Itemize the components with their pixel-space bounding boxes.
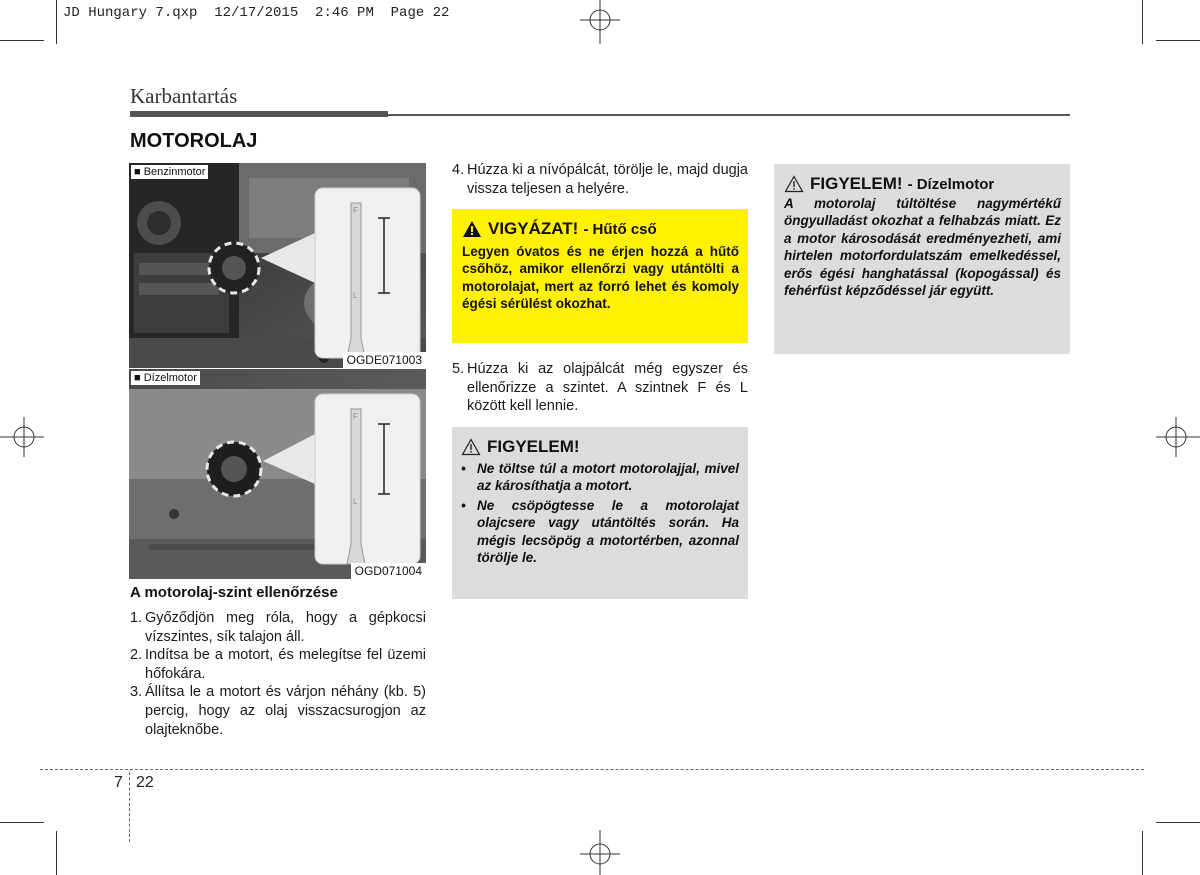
photo-caption: ■ Benzinmotor (131, 165, 208, 179)
notice-bullet-text: Ne töltse túl a motort motorolajjal, mivel az károsíthatja a motort. (477, 461, 739, 494)
list-item (452, 360, 748, 416)
caution-subtitle: - Hűtő cső (583, 220, 657, 238)
caution-title-text: VIGYÁZAT! (488, 219, 579, 238)
dipstick-mark-lower: L (353, 291, 358, 300)
registration-mark-bottom (575, 830, 625, 875)
diesel-notice-title-text: FIGYELEM! (810, 174, 903, 193)
warning-triangle-icon (461, 438, 481, 456)
check-section-heading: A motorolaj-szint ellenőrzése (130, 584, 338, 601)
page-chapter-number: 7 (114, 774, 123, 791)
check-steps-list (130, 609, 426, 739)
warning-triangle-icon (784, 175, 804, 193)
diesel-notice-subtitle: - Dízelmotor (907, 175, 995, 193)
header-rule (130, 111, 388, 117)
notice-bullet-text: Ne csöpögtesse le a motorolajat olajcsere vagy utántöltés során. Ha mégis lecsöpög a motortérben, azonnal törölje le. (477, 497, 739, 566)
diesel-notice-title (784, 174, 1061, 194)
caution-title (462, 219, 739, 239)
step-number: 1. (130, 610, 143, 626)
list-item: • Ne töltse túl a motort motorolajjal, mivel az károsíthatja a motort. (461, 461, 739, 494)
warning-triangle-icon (462, 220, 482, 238)
step-text: Indítsa be a motort, és melegítse fel üzemi hőfokára. (145, 647, 426, 682)
photo-code: OGD071004 (351, 563, 426, 579)
step-number: 4. (452, 162, 465, 178)
step-text: Húzza ki az olajpálcát még egyszer és ellenőrizze a szintet. A szintnek F és L között kell lennie. (467, 361, 748, 415)
engine-photo-gasoline (129, 163, 426, 368)
dipstick-mark-upper: F (353, 206, 358, 215)
registration-mark-left (0, 412, 44, 462)
registration-mark-right (1156, 412, 1200, 462)
section-title: Karbantartás (130, 84, 238, 108)
photo-code: OGDE071003 (343, 352, 426, 368)
engine-photo-diesel (129, 369, 426, 579)
footer-divider-vertical (129, 772, 130, 842)
footer-divider (40, 769, 1144, 770)
step-5-block (452, 360, 748, 416)
step-text: Győződjön meg róla, hogy a gépkocsi vízszintes, sík talajon áll. (145, 610, 426, 645)
caution-box (452, 209, 748, 343)
step-number: 2. (130, 647, 143, 664)
notice-title (461, 437, 739, 457)
engine-bay-illustration (129, 163, 426, 368)
photo-caption: ■ Dízelmotor (131, 371, 200, 385)
list-item (130, 609, 426, 646)
engine-bay-illustration (129, 369, 426, 579)
list-item (130, 646, 426, 683)
notice-box (452, 427, 748, 599)
diesel-notice-box (774, 164, 1070, 354)
step-4-block (452, 161, 748, 198)
list-item: • Ne csöpögtesse le a motorolajat olajcsere vagy utántöltés során. Ha mégis lecsöpög a motortérben, azonnal törölje le. (461, 497, 739, 566)
dipstick-mark-lower: L (353, 497, 358, 506)
dipstick-mark-upper: F (353, 412, 358, 421)
header-rule-thin (388, 114, 1070, 116)
step-text: Húzza ki a nívópálcát, törölje le, majd dugja vissza teljesen a helyére. (467, 162, 748, 197)
notice-title-text: FIGYELEM! (487, 437, 580, 456)
list-item (452, 161, 748, 198)
step-number: 5. (452, 361, 465, 377)
step-number: 3. (130, 684, 143, 701)
list-item (130, 683, 426, 739)
diesel-notice-text: A motorolaj túltöltése nagymértékű öngyulladást okozhat a felhabzás miatt. Ez a motor károsodását eredményezheti, ami hirtelen motorfordulatszám emelkedéssel, erős égési hanghatással (kopogással) és fehérfüst képződéssel jár együtt. (784, 196, 1061, 299)
step-text: Állítsa le a motort és várjon néhány (kb. 5) percig, hogy az olaj visszacsurogjon az olajteknőbe. (145, 684, 426, 738)
main-heading: MOTOROLAJ (130, 130, 258, 152)
page-number: 22 (136, 774, 154, 791)
print-slug: JD Hungary 7.qxp 12/17/2015 2:46 PM Page 22 (63, 5, 450, 21)
registration-mark-top (575, 0, 625, 44)
caution-text: Legyen óvatos és ne érjen hozzá a hűtő csőhöz, amikor ellenőrzi vagy utántölti a motorolajat, mert az forró lehet és komoly égési sérülést okozhat. (462, 244, 739, 311)
notice-bullets (461, 460, 739, 566)
